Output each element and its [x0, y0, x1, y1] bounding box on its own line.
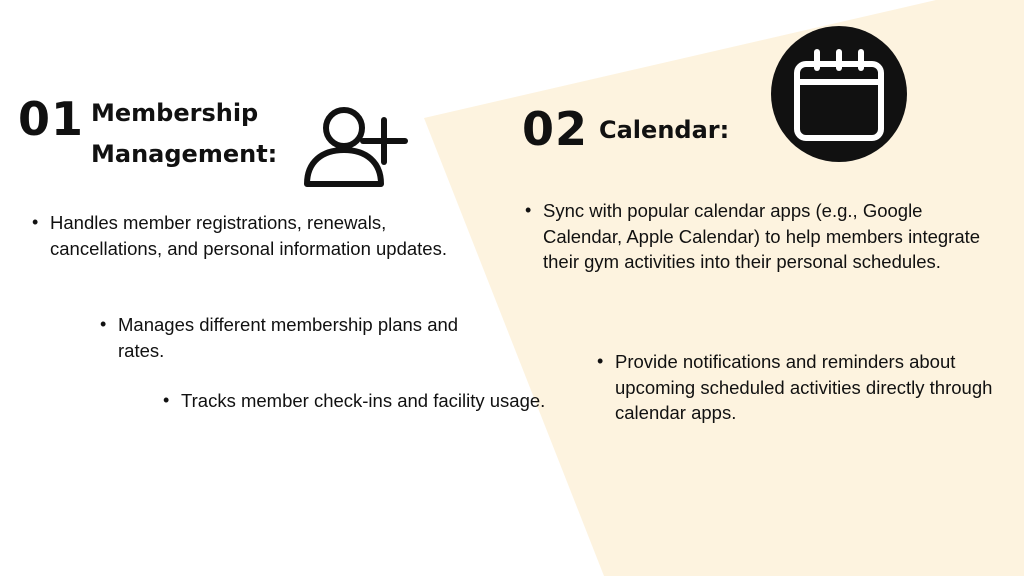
list-item: • Provide notifications and reminders about upcoming scheduled activities directly through calendar apps. — [597, 349, 1024, 426]
section-title-line: Membership — [91, 99, 259, 127]
list-item: • Manages different membership plans and rates. — [100, 312, 498, 363]
section-number: 02 — [522, 102, 589, 156]
section-title: Calendar: — [599, 116, 730, 144]
calendar-icon — [770, 25, 908, 163]
section-title — [91, 93, 277, 175]
section-title-line: Management: — [91, 140, 278, 168]
add-user-icon — [300, 100, 410, 192]
list-item: • Handles member registrations, renewals, cancellations, and personal information updates. — [32, 210, 460, 261]
section-number: 01 — [18, 92, 85, 146]
list-item: • Sync with popular calendar apps (e.g., Google Calendar, Apple Calendar) to help members integrate their gym activities into their personal schedules. — [525, 198, 1003, 275]
list-item: • Tracks member check-ins and facility usage. — [163, 388, 551, 414]
